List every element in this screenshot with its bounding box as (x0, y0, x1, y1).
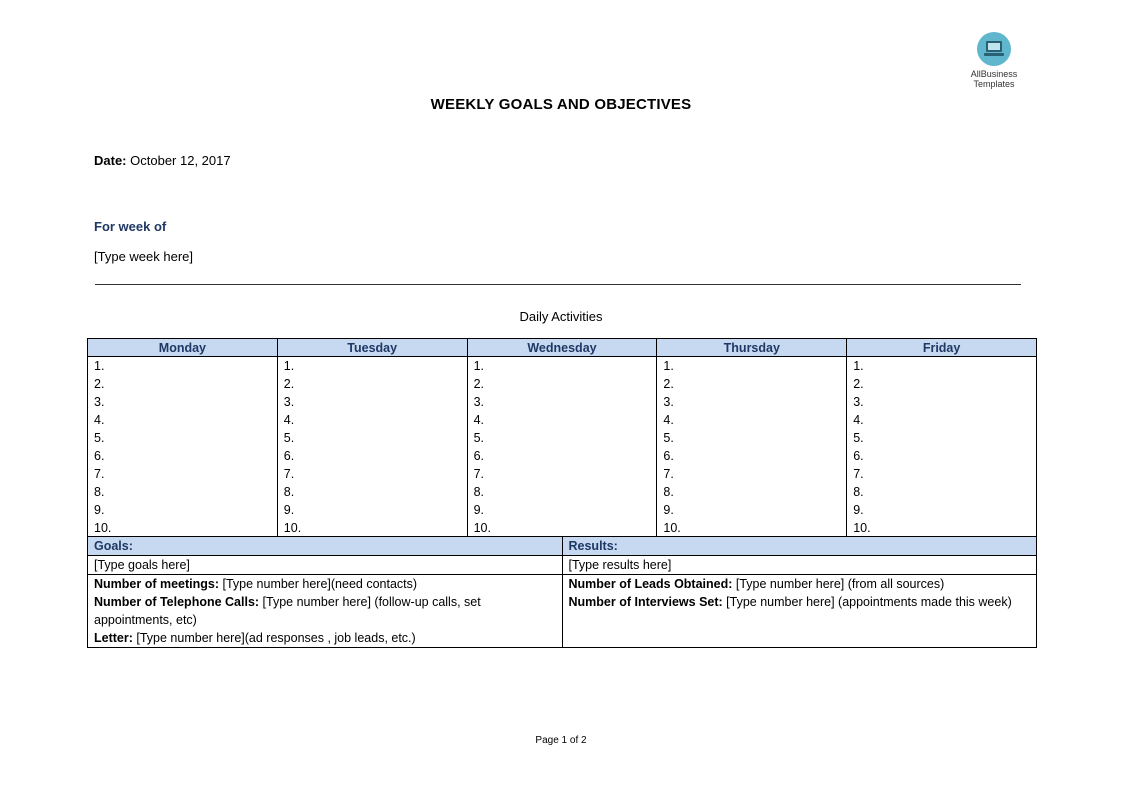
metric-telephone-calls[interactable]: Number of Telephone Calls: [Type number here] (follow-up calls, set appointments, etc) (94, 595, 481, 627)
activity-number: 2. (663, 377, 674, 391)
metric-meetings[interactable]: Number of meetings: [Type number here](need contacts) (94, 577, 418, 591)
activity-number: 10. (283, 521, 302, 535)
activity-number: 1. (473, 359, 485, 373)
goals-header: Goals: (88, 537, 563, 556)
activity-number: 8. (283, 485, 295, 499)
activity-number: 8. (94, 485, 105, 499)
metric-letter[interactable]: Letter: [Type number here](ad responses , job leads, etc.) (94, 631, 416, 645)
activity-number: 4. (663, 413, 674, 427)
activity-number: 7. (663, 467, 674, 481)
activity-number: 9. (473, 503, 485, 517)
page-number: Page 1 of 2 (535, 735, 587, 746)
divider-line (95, 284, 1021, 285)
date-label: Date: (94, 153, 127, 168)
results-field[interactable]: [Type results here] (562, 556, 1037, 575)
activity-number: 8. (473, 485, 485, 499)
metrics-row (88, 575, 1037, 648)
activity-number: 4. (473, 413, 485, 427)
day-header: Wednesday (467, 339, 657, 357)
day-header: Friday (847, 339, 1037, 357)
activity-number: 7. (473, 467, 485, 481)
week-label: For week of (94, 219, 167, 234)
activity-number: 1. (94, 359, 105, 373)
activity-number: 2. (94, 377, 105, 391)
results-header: Results: (562, 537, 1037, 556)
activity-number: 10. (663, 521, 681, 535)
activity-number: 3. (283, 395, 295, 409)
activity-number: 5. (94, 431, 105, 445)
date-value: October 12, 2017 (130, 153, 231, 168)
logo-text: AllBusiness Templates (970, 69, 1018, 89)
activity-number: 8. (663, 485, 674, 499)
activity-number: 9. (94, 503, 105, 517)
goals-metrics (88, 575, 563, 648)
activity-number: 2. (283, 377, 295, 391)
activities-row (88, 357, 1037, 538)
goals-results-header-row (88, 537, 1037, 556)
activity-number: 4. (853, 413, 864, 427)
activity-number: 6. (853, 449, 864, 463)
activity-number: 1. (663, 359, 674, 373)
day-header: Thursday (657, 339, 847, 357)
date-line (94, 153, 231, 168)
activity-number: 4. (283, 413, 295, 427)
activity-number: 5. (663, 431, 674, 445)
activity-number: 6. (94, 449, 105, 463)
activity-number: 9. (283, 503, 295, 517)
activity-number: 10. (853, 521, 871, 535)
results-metrics (562, 575, 1037, 648)
laptop-icon (977, 32, 1011, 66)
daily-activities-table (87, 338, 1037, 538)
activity-number: 3. (94, 395, 105, 409)
activity-number: 5. (283, 431, 295, 445)
activity-number: 10. (473, 521, 491, 535)
page-title: WEEKLY GOALS AND OBJECTIVES (430, 96, 692, 113)
metric-interviews-set[interactable]: Number of Interviews Set: [Type number here] (appointments made this week) (568, 595, 1012, 609)
activity-number: 7. (283, 467, 295, 481)
activity-number: 6. (283, 449, 295, 463)
activity-number: 1. (853, 359, 864, 373)
activity-number: 9. (853, 503, 864, 517)
day-activity-list[interactable] (657, 357, 847, 538)
activity-number: 7. (853, 467, 864, 481)
company-logo (966, 32, 1022, 89)
goals-field[interactable]: [Type goals here] (88, 556, 563, 575)
activity-number: 6. (473, 449, 485, 463)
activity-number: 1. (283, 359, 295, 373)
activity-number: 4. (94, 413, 105, 427)
goals-results-value-row (88, 556, 1037, 575)
activity-number: 2. (473, 377, 485, 391)
activity-number: 3. (473, 395, 485, 409)
daily-activities-caption: Daily Activities (519, 309, 603, 324)
day-header: Tuesday (277, 339, 467, 357)
metric-leads-obtained[interactable]: Number of Leads Obtained: [Type number here] (from all sources) (568, 577, 945, 591)
activity-number: 9. (663, 503, 674, 517)
day-activity-list[interactable] (467, 357, 657, 538)
week-field[interactable]: [Type week here] (94, 249, 193, 264)
activity-number: 5. (853, 431, 864, 445)
activity-number: 5. (473, 431, 485, 445)
days-header-row (88, 339, 1037, 357)
day-activity-list[interactable] (277, 357, 467, 538)
activity-number: 6. (663, 449, 674, 463)
day-header: Monday (88, 339, 278, 357)
day-activity-list[interactable] (88, 357, 278, 538)
activity-number: 8. (853, 485, 864, 499)
activity-number: 7. (94, 467, 105, 481)
day-activity-list[interactable] (847, 357, 1037, 538)
goals-results-table (87, 536, 1037, 648)
activity-number: 3. (663, 395, 674, 409)
activity-number: 3. (853, 395, 864, 409)
activity-number: 10. (94, 521, 112, 535)
activity-number: 2. (853, 377, 864, 391)
